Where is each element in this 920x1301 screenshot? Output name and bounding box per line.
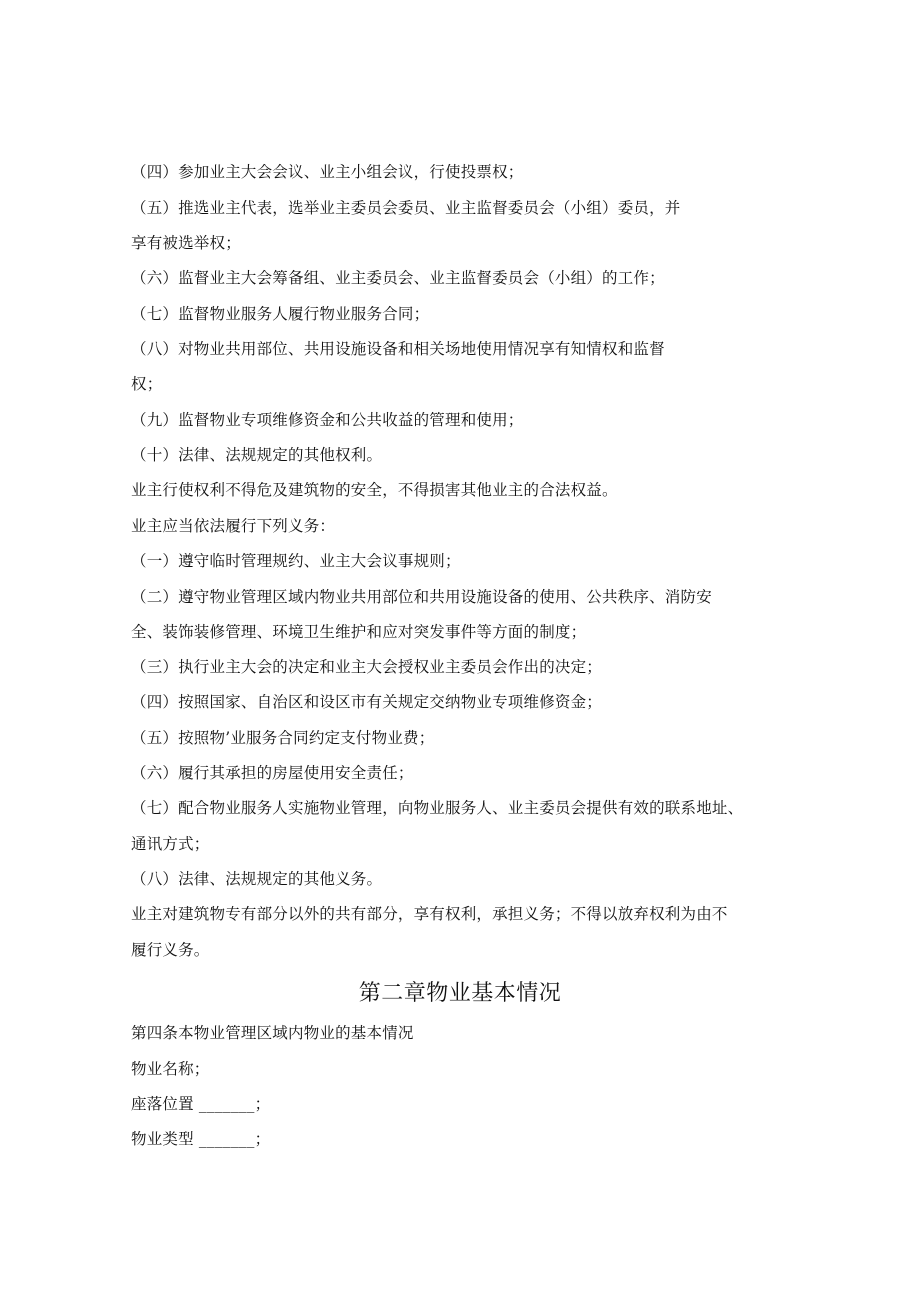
text-line: 座落位置 _______；: [131, 1095, 271, 1113]
text-line: （七）监督物业服务人履行物业服务合同；: [131, 305, 430, 323]
text-line: （十）法律、法规规定的其他权利。: [131, 446, 383, 464]
text-line: 权；: [131, 375, 163, 393]
text-line: （八）对物业共用部位、共用设施设备和相关场地使用情况享有知情权和监督: [131, 340, 665, 358]
text-line: （三）执行业主大会的决定和业主大会授权业主委员会作出的决定；: [131, 658, 603, 676]
text-line: 享有被选举权；: [131, 234, 241, 252]
text-line: （九）监督物业专项维修资金和公共收益的管理和使用；: [131, 411, 524, 429]
text-line: （四）参加业主大会会议、业主小组会议，行使投票权；: [131, 163, 524, 181]
text-line: （七）配合物业服务人实施物业管理，向物业服务人、业主委员会提供有效的联系地址、: [131, 799, 744, 817]
text-line: （二）遵守物业管理区域内物业共用部位和共用设施设备的使用、公共秩序、消防安: [131, 588, 712, 606]
text-line: 物业类型 _______；: [131, 1130, 271, 1148]
text-line: （六）监督业主大会筹备组、业主委员会、业主监督委员会（小组）的工作；: [131, 269, 665, 287]
text-line: 通讯方式；: [131, 835, 210, 853]
text-line: 业主行使权利不得危及建筑物的安全，不得损害其他业主的合法权益。: [131, 481, 618, 499]
text-line: 物业名称；: [131, 1060, 210, 1078]
text-line: （四）按照国家、自治区和设区市有关规定交纳物业专项维修资金；: [131, 693, 603, 711]
text-line: 第四条本物业管理区域内物业的基本情况: [131, 1024, 414, 1042]
text-line: 业主应当依法履行下列义务：: [131, 517, 336, 535]
text-line: （五）按照物’业服务合同约定支付物业费；: [131, 729, 435, 747]
text-line: （六）履行其承担的房屋使用安全责任；: [131, 764, 414, 782]
text-line: （五）推选业主代表，选举业主委员会委员、业主监督委员会（小组）委员，并: [131, 199, 681, 217]
text-line: （八）法律、法规规定的其他义务。: [131, 870, 383, 888]
text-line: 履行义务。: [131, 941, 210, 959]
text-line: 全、装饰装修管理、环境卫生维护和应对突发事件等方面的制度；: [131, 623, 587, 641]
text-line: （一）遵守临时管理规约、业主大会议事规则；: [131, 552, 461, 570]
text-line: 业主对建筑物专有部分以外的共有部分，享有权利，承担义务；不得以放弃权利为由不: [131, 905, 728, 923]
chapter-heading: 第二章物业基本情况: [358, 981, 562, 1006]
